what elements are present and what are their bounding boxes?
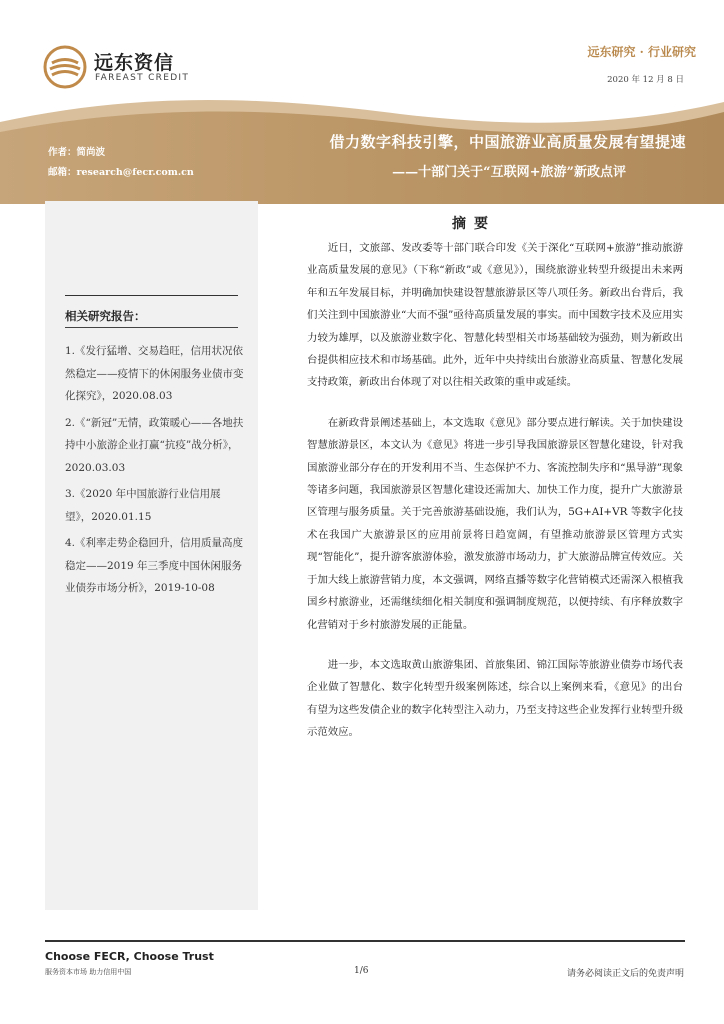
author: 作者：简尚波 <box>48 147 106 158</box>
related-report-item: 2.《“新冠”无情，政策暖心——各地扶持中小旅游企业打赢“抗疫”战分析》，2020.03.03 <box>65 416 244 474</box>
related-reports-list <box>65 340 245 604</box>
author-email: 邮箱：research@fecr.com.cn <box>48 167 194 178</box>
logo-english-name: FAREAST CREDIT <box>95 73 190 83</box>
abstract-paragraph: 在新政背景阐述基础上，本文选取《意见》部分要点进行解读。关于加快建设智慧旅游景区，本文认为《意见》将进一步引导我国旅游景区智慧化建设，针对我国旅游业部分存在的开发利用不当、生态保护不力、客流控制失序和“黑导游”现象等诸多问题，我国旅游景区智慧化建设还需加大、加快工作力度，提升广大旅游景区管理与服务质量。关于完善旅游基础设施，我们认为，5G+AI+VR 等数字化技术在我国广大旅游景区的应用前景将日趋宽阔，有望推动旅游景区管理方式实现“智能化”，提升游客旅游体验，激发旅游市场动力，扩大旅游品牌宣传效应。关于加大线上旅游营销力度，本文强调，网络直播等数字化营销模式还需深入根植我国乡村旅游业，还需继续细化相关制度和强调制度规范，以便持续、有序释放数字化营销对于乡村旅游发展的正能量。 <box>307 416 683 631</box>
logo-mark-icon <box>42 44 88 90</box>
footer-brand: Choose FECR, Choose Trust <box>45 950 214 963</box>
related-reports-heading: 相关研究报告： <box>65 309 146 323</box>
related-report-item: 3.《2020 年中国旅游行业信用展望》，2020.01.15 <box>65 488 221 523</box>
sidebar <box>45 201 258 910</box>
report-title: 借力数字科技引擎，中国旅游业高质量发展有望提速 <box>329 133 686 151</box>
abstract-title: 摘要 <box>452 216 496 232</box>
sidebar-divider <box>65 327 238 328</box>
report-date: 2020 年 12 月 8 日 <box>607 75 684 85</box>
logo-chinese-name: 远东资信 <box>94 52 175 74</box>
abstract-paragraph: 进一步，本文选取黄山旅游集团、首旅集团、锦江国际等旅游业债券市场代表企业做了智慧化、数字化转型升级案例陈述，综合以上案例来看，《意见》的出台有望为这些发债企业的数字化转型注入动力，乃至支持这些企业发挥行业转型升级示范效应。 <box>307 658 683 739</box>
footer-divider <box>45 940 685 942</box>
related-report-item: 1.《发行猛增、交易趋旺，信用状况依然稳定——疫情下的休闲服务业债市变化探究》，2020.08.03 <box>65 345 244 402</box>
sidebar-divider <box>65 295 238 296</box>
page-number: 1/6 <box>354 966 369 976</box>
report-type: 远东研究 · 行业研究 <box>587 45 696 59</box>
abstract-paragraph: 近日，文旅部、发改委等十部门联合印发《关于深化“互联网+旅游”推动旅游业高质量发展的意见》（下称“新政”或《意见》），围绕旅游业转型升级提出未来两年和五年发展目标，并明确加快建设智慧旅游景区等八项任务。新政出台背后，我们关注到中国旅游业“大而不强”亟待高质量发展的事实。而中国数字技术及应用实力较为雄厚，以及旅游业数字化、智慧化转型相关市场基础较为强劲，则为新政出台提供相应技术和市场基础。此外，近年中央持续出台旅游业高质量、智慧化发展支持政策，新政出台体现了对以往相关政策的重申或延续。 <box>307 242 683 389</box>
footer-disclaimer: 请务必阅读正文后的免责声明 <box>566 969 684 979</box>
related-report-item: 4.《利率走势企稳回升，信用质量高度稳定——2019 年三季度中国休闲服务业债券市场分析》，2019-10-08 <box>65 537 244 594</box>
company-logo <box>42 44 242 90</box>
footer-slogan: 服务资本市场 助力信用中国 <box>45 968 132 976</box>
report-subtitle: ——十部门关于“互联网+旅游”新政点评 <box>392 165 626 180</box>
abstract-body <box>307 237 683 762</box>
